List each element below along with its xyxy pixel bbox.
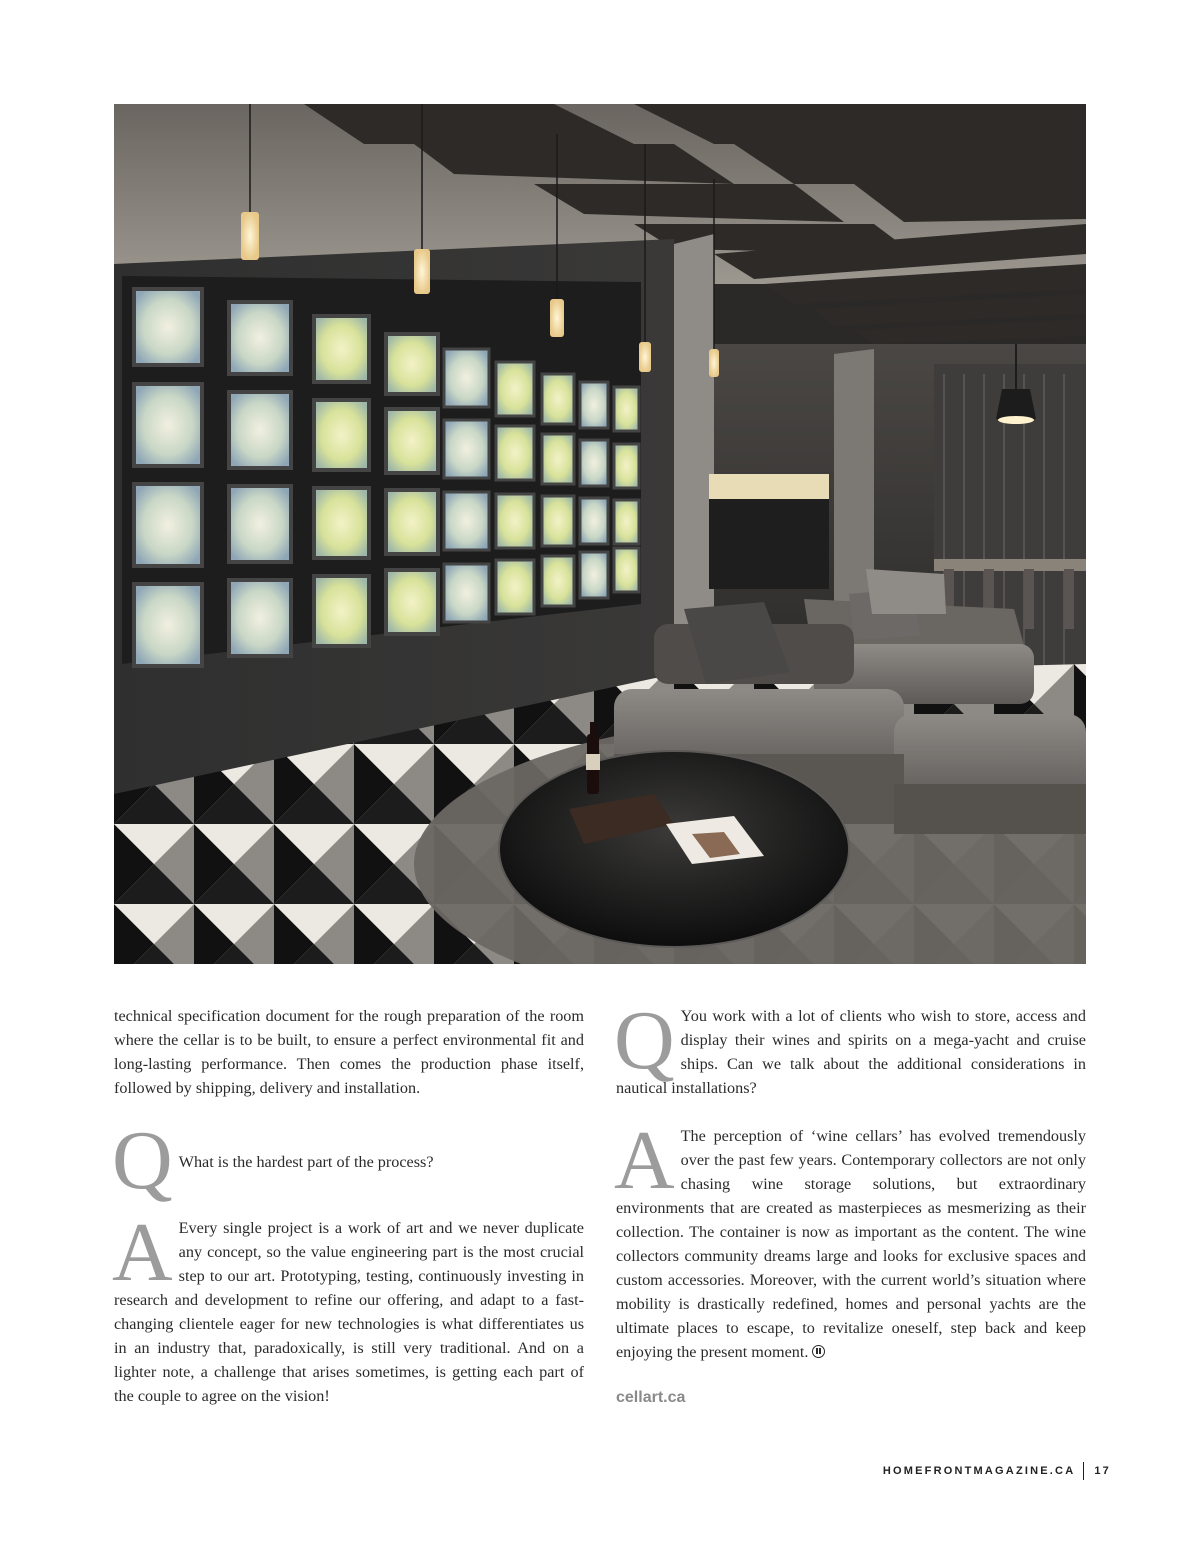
end-of-article-icon — [812, 1345, 825, 1358]
wine-cellar-lounge-photo — [114, 104, 1086, 964]
answer-block-1 — [112, 1206, 584, 1408]
footer-site: HOMEFRONTMAGAZINE.CA — [882, 1465, 1076, 1477]
question-block-1 — [112, 1114, 584, 1207]
q-dropcap: Q — [614, 994, 675, 1087]
source-website-link[interactable]: cellart.ca — [616, 1389, 686, 1406]
a-dropcap: A — [112, 1206, 173, 1299]
intro-paragraph: technical specification document for the rough preparation of the room where the cellar is to be built, to ensure a perfect environmental fit and long-lasting performance. Then comes the production phase itself, followed by shipping, delivery and installation. — [114, 1007, 584, 1097]
a-dropcap: A — [614, 1114, 675, 1207]
answer-text: The perception of ‘wine cellars’ has evolved tremendously over the past few years. Contemporary collectors are not only chasing wine storage solutions, but extraordinary environments that are created as masterpieces as mesmerizing as their collection. The container is now as important as the content. The wine collectors community dreams large and looks for exclusive spaces and custom accessories. Moreover, with the current world’s situation where mobility is drastically redefined, homes and personal yachts are the ultimate places to escape, to revitalize oneself, step back and keep enjoying the present moment. — [616, 1127, 1086, 1361]
question-block-2 — [614, 994, 1086, 1100]
page-number: 17 — [1094, 1465, 1111, 1477]
right-column — [614, 994, 1086, 1410]
answer-text: Every single project is a work of art and we never duplicate any concept, so the value engineering part is the most crucial step to our art. Prototyping, testing, continuously investing in research and development to refine our offering, and adapt to a fast-changing clientele eager for new technologies is what differentiates us in an industry that, paradoxically, is still very traditional. And on a lighter note, a challenge that arises sometimes, is getting each part of the couple to agree on the vision! — [114, 1219, 584, 1405]
answer-block-2 — [614, 1114, 1086, 1364]
q-dropcap: Q — [112, 1114, 173, 1207]
question-text: What is the hardest part of the process? — [178, 1153, 434, 1171]
left-column — [114, 1004, 584, 1408]
question-text: You work with a lot of clients who wish to store, access and display their wines and spirits on a mega-yacht and cruise ships. Can we talk about the additional considerations in nautical installations? — [616, 1007, 1086, 1097]
footer-divider — [1083, 1462, 1084, 1480]
page-footer — [883, 1462, 1111, 1480]
